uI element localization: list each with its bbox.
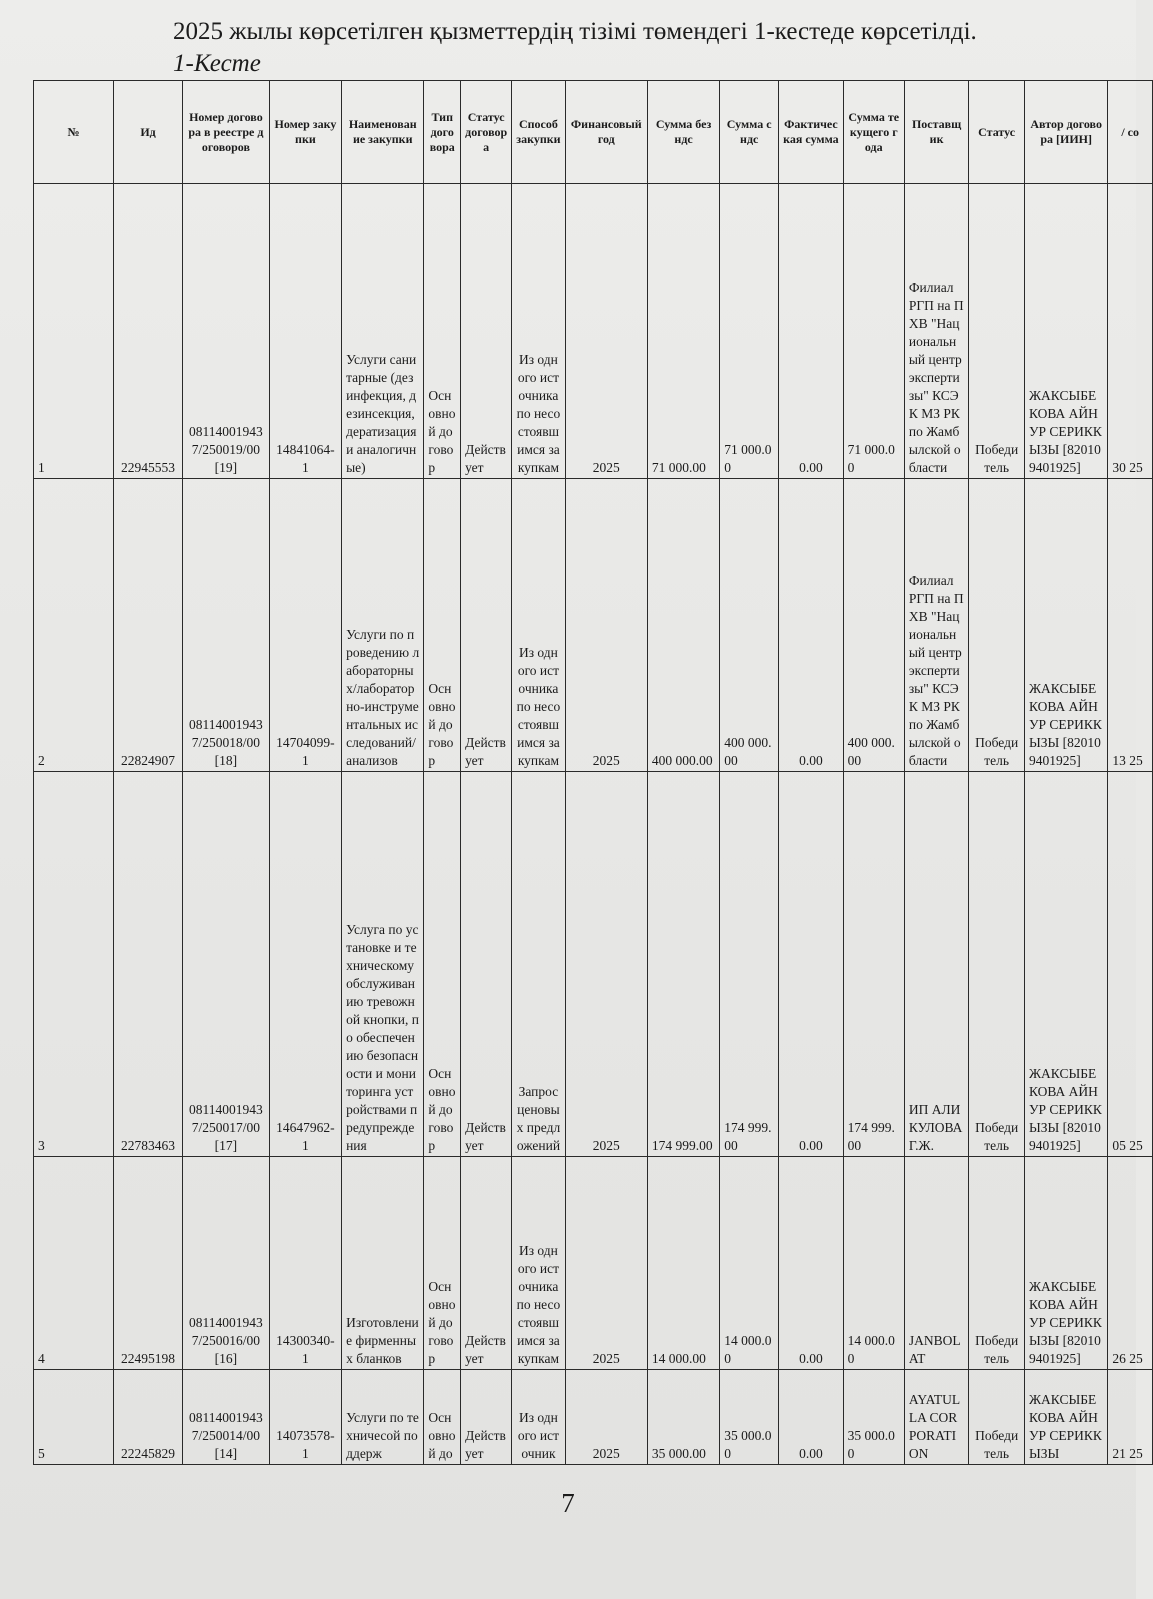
cell-year: 2025: [565, 1370, 647, 1465]
table-row: [34, 772, 1153, 1157]
cell-id: 22945553: [114, 184, 183, 479]
cell-name: Услуги санитарные (дезинфекция, дезинсекция, дератизация и аналогичные): [342, 184, 424, 479]
cell-sum-no-vat: 35 000.00: [647, 1370, 719, 1465]
cell-extra: 21 25: [1108, 1370, 1153, 1465]
cell-author: ЖАКСЫБЕКОВА АЙНУР СЕРИККЫЗЫ [820109401925]: [1024, 184, 1107, 479]
cell-id: 22783463: [114, 772, 183, 1157]
cell-name: Услуги по техничесой поддерж: [342, 1370, 424, 1465]
cell-current-year: 400 000.00: [843, 479, 904, 772]
cell-contract-no: 081140019437/250019/00 [19]: [183, 184, 270, 479]
cell-type: Основной договор: [424, 1157, 461, 1370]
cell-current-year: 35 000.00: [843, 1370, 904, 1465]
cell-actual: 0.00: [779, 1157, 844, 1370]
cell-contract-no: 081140019437/250017/00 [17]: [183, 772, 270, 1157]
cell-actual: 0.00: [779, 772, 844, 1157]
cell-method: Из одного источника по несостоявшимся закупкам: [512, 184, 565, 479]
cell-method: Из одного источник: [512, 1370, 565, 1465]
cell-supplier: ИП АЛИКУЛОВА Г.Ж.: [904, 772, 969, 1157]
cell-contract-no: 081140019437/250014/00 [14]: [183, 1370, 270, 1465]
cell-extra: 13 25: [1108, 479, 1153, 772]
table-row: [34, 479, 1153, 772]
cell-type: Основной договор: [424, 184, 461, 479]
cell-extra: 30 25: [1108, 184, 1153, 479]
contracts-table: [33, 80, 1153, 1465]
cell-supplier: Филиал РГП на ПХВ "Национальный центр экспертизы" КСЭК МЗ РК по Жамбылской области: [904, 184, 969, 479]
cell-status: Действует: [461, 479, 512, 772]
cell-sum-vat: 174 999.00: [720, 772, 779, 1157]
cell-status: Действует: [461, 1157, 512, 1370]
cell-method: Из одного источника по несостоявшимся закупкам: [512, 1157, 565, 1370]
col-header-purchase-no: Номер закупки: [269, 81, 341, 184]
cell-method: Запрос ценовых предложений: [512, 772, 565, 1157]
intro-text: 2025 жылы көрсетілген қызметтердің тізімі төмендегі 1-кестеде көрсетілді.: [173, 18, 977, 45]
cell-purchase-no: 14841064-1: [269, 184, 341, 479]
table-header-row: [34, 81, 1153, 184]
cell-sum-no-vat: 400 000.00: [647, 479, 719, 772]
cell-current-year: 174 999.00: [843, 772, 904, 1157]
cell-supplier-status: Победитель: [969, 184, 1025, 479]
cell-num: 4: [34, 1157, 114, 1370]
cell-id: 22824907: [114, 479, 183, 772]
cell-purchase-no: 14647962-1: [269, 772, 341, 1157]
cell-sum-no-vat: 174 999.00: [647, 772, 719, 1157]
cell-status: Действует: [461, 184, 512, 479]
cell-author: ЖАКСЫБЕКОВА АЙНУР СЕРИККЫЗЫ [820109401925]: [1024, 1157, 1107, 1370]
col-header-status: Статус договора: [461, 81, 512, 184]
cell-name: Изготовление фирменных бланков: [342, 1157, 424, 1370]
cell-type: Основной договор: [424, 479, 461, 772]
col-header-current-year: Сумма текущего года: [843, 81, 904, 184]
cell-extra: 26 25: [1108, 1157, 1153, 1370]
cell-name: Услуги по проведению лабораторных/лабораторно-инструментальных исследований/анализов: [342, 479, 424, 772]
cell-id: 22495198: [114, 1157, 183, 1370]
col-header-sum-vat: Сумма с ндс: [720, 81, 779, 184]
cell-author: ЖАКСЫБЕКОВА АЙНУР СЕРИККЫЗЫ: [1024, 1370, 1107, 1465]
col-header-method: Способ закупки: [512, 81, 565, 184]
col-header-num: №: [34, 81, 114, 184]
col-header-year: Финансовый год: [565, 81, 647, 184]
cell-year: 2025: [565, 1157, 647, 1370]
cell-year: 2025: [565, 772, 647, 1157]
cell-year: 2025: [565, 479, 647, 772]
cell-actual: 0.00: [779, 1370, 844, 1465]
cell-type: Основной до: [424, 1370, 461, 1465]
cell-author: ЖАКСЫБЕКОВА АЙНУР СЕРИККЫЗЫ [820109401925]: [1024, 772, 1107, 1157]
cell-supplier: Филиал РГП на ПХВ "Национальный центр экспертизы" КСЭК МЗ РК по Жамбылской области: [904, 479, 969, 772]
cell-purchase-no: 14300340-1: [269, 1157, 341, 1370]
cell-method: Из одного источника по несостоявшимся закупкам: [512, 479, 565, 772]
cell-id: 22245829: [114, 1370, 183, 1465]
cell-actual: 0.00: [779, 184, 844, 479]
table-row: [34, 1157, 1153, 1370]
cell-name: Услуга по установке и техническому обслуживанию тревожной кнопки, по обеспечению безопасности и мониторинга устройствами предупреждения: [342, 772, 424, 1157]
cell-supplier-status: Победитель: [969, 772, 1025, 1157]
table-row: [34, 184, 1153, 479]
cell-purchase-no: 14704099-1: [269, 479, 341, 772]
cell-num: 3: [34, 772, 114, 1157]
col-header-contract-no: Номер договора в реестре договоров: [183, 81, 270, 184]
cell-extra: 05 25: [1108, 772, 1153, 1157]
cell-num: 1: [34, 184, 114, 479]
cell-author: ЖАКСЫБЕКОВА АЙНУР СЕРИККЫЗЫ [820109401925]: [1024, 479, 1107, 772]
col-header-author: Автор договора [ИИН]: [1024, 81, 1107, 184]
col-header-name: Наименование закупки: [342, 81, 424, 184]
col-header-supplier-status: Статус: [969, 81, 1025, 184]
table-row: [34, 1370, 1153, 1465]
page-number: 7: [561, 1488, 575, 1518]
cell-purchase-no: 14073578-1: [269, 1370, 341, 1465]
cell-actual: 0.00: [779, 479, 844, 772]
cell-sum-no-vat: 14 000.00: [647, 1157, 719, 1370]
cell-num: 2: [34, 479, 114, 772]
cell-status: Действует: [461, 1370, 512, 1465]
cell-type: Основной договор: [424, 772, 461, 1157]
cell-contract-no: 081140019437/250018/00 [18]: [183, 479, 270, 772]
col-header-type: Тип договора: [424, 81, 461, 184]
cell-current-year: 14 000.00: [843, 1157, 904, 1370]
cell-supplier-status: Победитель: [969, 479, 1025, 772]
col-header-extra: / со: [1108, 81, 1153, 184]
cell-contract-no: 081140019437/250016/00 [16]: [183, 1157, 270, 1370]
cell-sum-vat: 35 000.00: [720, 1370, 779, 1465]
col-header-id: Ид: [114, 81, 183, 184]
cell-supplier: JANBOLAT: [904, 1157, 969, 1370]
cell-supplier-status: Победитель: [969, 1370, 1025, 1465]
table-caption: 1-Кесте: [173, 50, 261, 77]
col-header-actual: Фактическая сумма: [779, 81, 844, 184]
cell-sum-vat: 400 000.00: [720, 479, 779, 772]
col-header-supplier: Поставщик: [904, 81, 969, 184]
cell-num: 5: [34, 1370, 114, 1465]
cell-status: Действует: [461, 772, 512, 1157]
cell-supplier: AYATULLA CORPORATION: [904, 1370, 969, 1465]
cell-current-year: 71 000.00: [843, 184, 904, 479]
cell-supplier-status: Победитель: [969, 1157, 1025, 1370]
cell-sum-no-vat: 71 000.00: [647, 184, 719, 479]
contracts-table-wrapper: [33, 80, 1143, 1494]
cell-sum-vat: 71 000.00: [720, 184, 779, 479]
col-header-sum-no-vat: Сумма без ндс: [647, 81, 719, 184]
cell-sum-vat: 14 000.00: [720, 1157, 779, 1370]
cell-year: 2025: [565, 184, 647, 479]
